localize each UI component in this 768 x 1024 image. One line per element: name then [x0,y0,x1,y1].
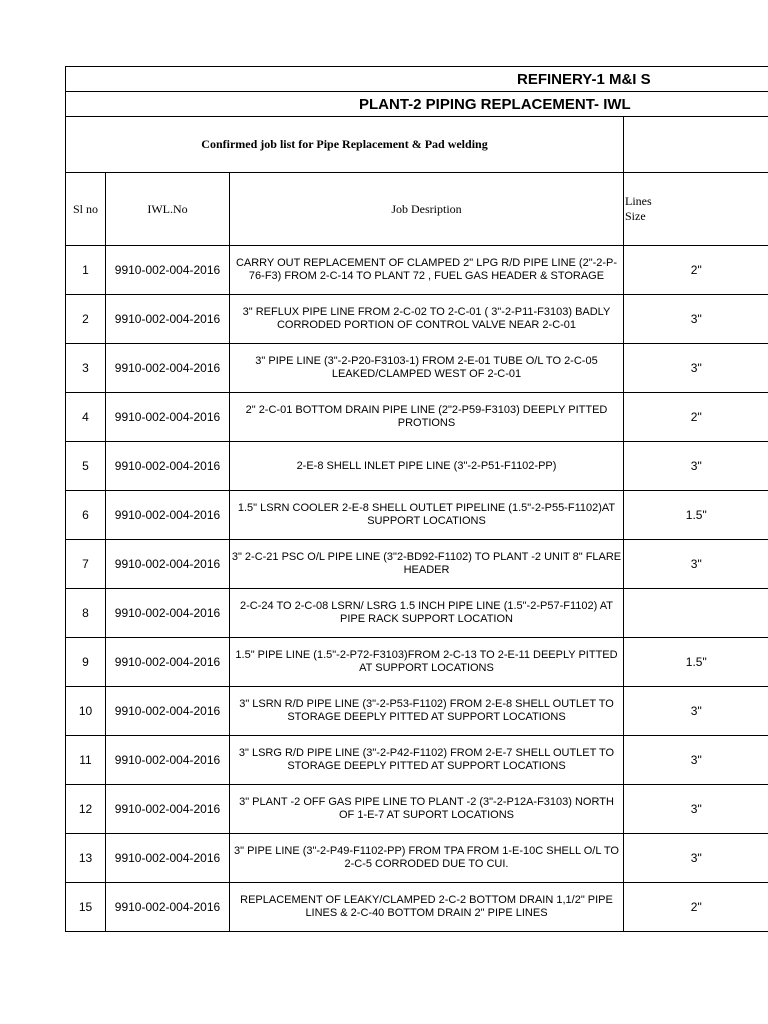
table-row [66,491,768,540]
line-size-cell: 1.5" [624,638,768,687]
line-size-cell: 3" [624,344,768,393]
sl-no-cell: 4 [66,393,106,442]
job-description-cell: 3" PLANT -2 OFF GAS PIPE LINE TO PLANT -2 (3"-2-P12A-F3103) NORTH OF 1-E-7 AT SUPORT LOCATIONS [230,785,624,834]
table-row [66,295,768,344]
table-row [66,785,768,834]
header-lines-label: Lines [625,194,652,208]
iwl-no-cell: 9910-002-004-2016 [106,883,230,932]
iwl-no-cell: 9910-002-004-2016 [106,295,230,344]
job-description-cell: 3" PIPE LINE (3"-2-P20-F3103-1) FROM 2-E-01 TUBE O/L TO 2-C-05 LEAKED/CLAMPED WEST OF 2-C-01 [230,344,624,393]
sl-no-cell: 6 [66,491,106,540]
job-description-cell: REPLACEMENT OF LEAKY/CLAMPED 2-C-2 BOTTOM DRAIN 1,1/2" PIPE LINES & 2-C-40 BOTTOM DRAIN 2" PIPE LINES [230,883,624,932]
title-row-1 [66,67,768,92]
column-header-row [66,173,768,246]
caption-row [66,117,768,173]
sl-no-cell: 15 [66,883,106,932]
job-description-cell: 3" REFLUX PIPE LINE FROM 2-C-02 TO 2-C-01 ( 3"-2-P11-F3103) BADLY CORRODED PORTION OF CONTROL VALVE NEAR 2-C-01 [230,295,624,344]
title-row-2 [66,92,768,117]
sheet-title: REFINERY-1 M&I S [66,67,768,92]
iwl-no-cell: 9910-002-004-2016 [106,589,230,638]
table-row [66,540,768,589]
iwl-no-cell: 9910-002-004-2016 [106,834,230,883]
job-list-caption: Confirmed job list for Pipe Replacement & Pad welding [66,117,624,173]
line-size-cell: 3" [624,834,768,883]
header-iwl-no: IWL.No [106,173,230,246]
line-size-cell: 3" [624,687,768,736]
job-description-cell: 2-C-24 TO 2-C-08 LSRN/ LSRG 1.5 INCH PIPE LINE (1.5"-2-P57-F1102) AT PIPE RACK SUPPORT LOCATION [230,589,624,638]
job-description-cell: 3" LSRG R/D PIPE LINE (3"-2-P42-F1102) FROM 2-E-7 SHELL OUTLET TO STORAGE DEEPLY PITTED AT SUPPORT LOCATIONS [230,736,624,785]
table-row [66,834,768,883]
table-row [66,393,768,442]
sl-no-cell: 10 [66,687,106,736]
table-row [66,638,768,687]
line-size-cell: 3" [624,785,768,834]
header-sl-no: Sl no [66,173,106,246]
job-description-cell: 2-E-8 SHELL INLET PIPE LINE (3"-2-P51-F1102-PP) [230,442,624,491]
line-size-cell [624,589,768,638]
line-size-cell: 2" [624,246,768,295]
job-list-sheet [65,66,768,932]
sl-no-cell: 5 [66,442,106,491]
iwl-no-cell: 9910-002-004-2016 [106,687,230,736]
iwl-no-cell: 9910-002-004-2016 [106,442,230,491]
iwl-no-cell: 9910-002-004-2016 [106,344,230,393]
header-size-label: Size [625,209,646,223]
iwl-no-cell: 9910-002-004-2016 [106,540,230,589]
table-row [66,883,768,932]
sl-no-cell: 13 [66,834,106,883]
sl-no-cell: 11 [66,736,106,785]
sheet-subtitle: PLANT-2 PIPING REPLACEMENT- IWL [66,92,768,117]
line-size-cell: 3" [624,295,768,344]
sl-no-cell: 7 [66,540,106,589]
table-row [66,736,768,785]
iwl-no-cell: 9910-002-004-2016 [106,246,230,295]
table-row [66,246,768,295]
sl-no-cell: 2 [66,295,106,344]
caption-blank-cell [624,117,768,173]
table-row [66,589,768,638]
job-description-cell: 2" 2-C-01 BOTTOM DRAIN PIPE LINE (2"2-P59-F3103) DEEPLY PITTED PROTIONS [230,393,624,442]
job-description-cell: 3" LSRN R/D PIPE LINE (3"-2-P53-F1102) FROM 2-E-8 SHELL OUTLET TO STORAGE DEEPLY PITTED AT SUPPORT LOCATIONS [230,687,624,736]
job-description-cell: 3" PIPE LINE (3"-2-P49-F1102-PP) FROM TPA FROM 1-E-10C SHELL O/L TO 2-C-5 CORRODED DUE TO CUI. [230,834,624,883]
sl-no-cell: 9 [66,638,106,687]
iwl-no-cell: 9910-002-004-2016 [106,638,230,687]
table-row [66,442,768,491]
job-description-cell: 3" 2-C-21 PSC O/L PIPE LINE (3"2-BD92-F1102) TO PLANT -2 UNIT 8" FLARE HEADER [230,540,624,589]
line-size-cell: 1.5" [624,491,768,540]
line-size-cell: 3" [624,736,768,785]
sl-no-cell: 8 [66,589,106,638]
job-description-cell: CARRY OUT REPLACEMENT OF CLAMPED 2" LPG R/D PIPE LINE (2"-2-P-76-F3) FROM 2-C-14 TO PLANT 72 , FUEL GAS HEADER & STORAGE [230,246,624,295]
header-lines-size [624,173,768,246]
line-size-cell: 3" [624,540,768,589]
sl-no-cell: 3 [66,344,106,393]
sl-no-cell: 1 [66,246,106,295]
header-job-description: Job Desription [230,173,624,246]
table-row [66,687,768,736]
iwl-no-cell: 9910-002-004-2016 [106,736,230,785]
iwl-no-cell: 9910-002-004-2016 [106,785,230,834]
line-size-cell: 2" [624,393,768,442]
line-size-cell: 2" [624,883,768,932]
iwl-no-cell: 9910-002-004-2016 [106,393,230,442]
job-description-cell: 1.5" LSRN COOLER 2-E-8 SHELL OUTLET PIPELINE (1.5"-2-P55-F1102)AT SUPPORT LOCATIONS [230,491,624,540]
table-row [66,344,768,393]
sl-no-cell: 12 [66,785,106,834]
line-size-cell: 3" [624,442,768,491]
iwl-no-cell: 9910-002-004-2016 [106,491,230,540]
job-description-cell: 1.5" PIPE LINE (1.5"-2-P72-F3103)FROM 2-C-13 TO 2-E-11 DEEPLY PITTED AT SUPPORT LOCATIONS [230,638,624,687]
